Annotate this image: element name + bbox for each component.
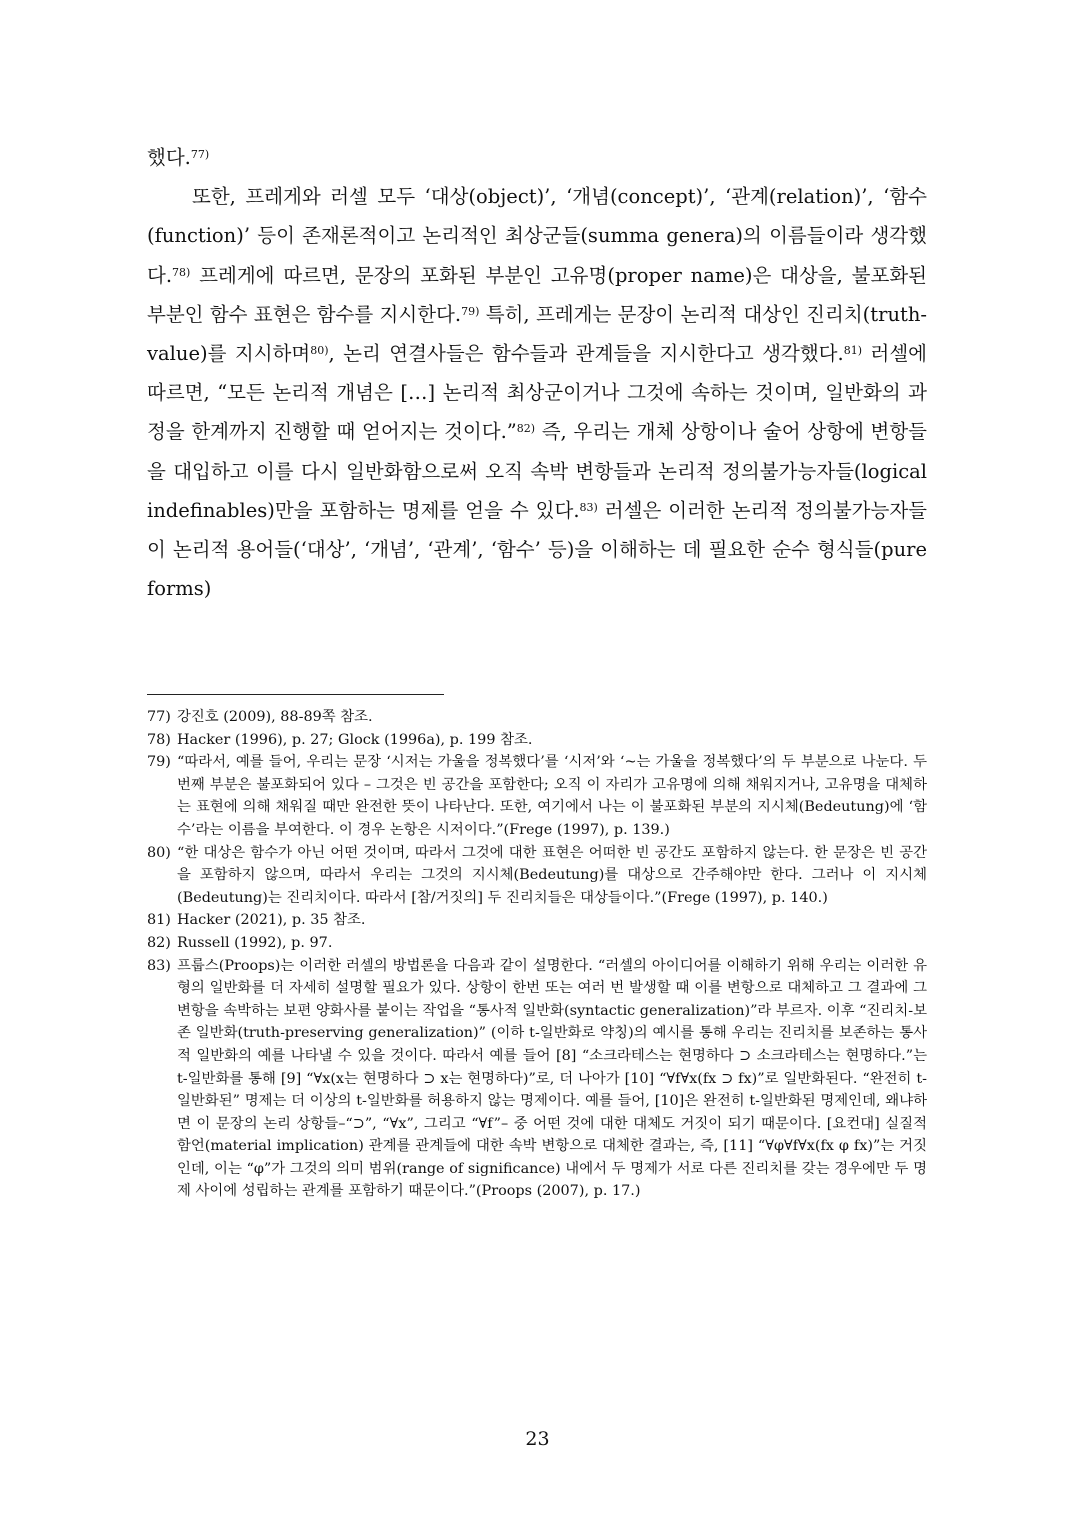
footnote-number: 81) (147, 912, 171, 929)
paragraph-1 (147, 138, 927, 177)
page-number: 23 (525, 1428, 550, 1450)
footnote-number: 83) (147, 957, 171, 974)
footnote-83 (147, 955, 927, 1204)
footnote-number: 77) (147, 709, 171, 725)
footnotes (147, 706, 927, 1203)
paragraph-1-text: 했다. (147, 146, 191, 169)
footnote-number: 78) (147, 731, 171, 748)
footnote-text: Hacker (2021), p. 35 참조. (177, 912, 366, 929)
paragraph-2-sentence-6: 즉, 우리는 개체 상항이나 술어 상항에 변항들을 대입하고 이를 다시 일반화함으로써 오직 속박 변항들과 논리적 정의불가능자들(logical indefinables)만을 포함하는 명제를 얻을 수 있다. (147, 420, 928, 522)
footnote-divider (147, 694, 444, 695)
footnote-80 (147, 842, 927, 910)
footnote-ref-79[interactable]: 79) (461, 304, 480, 318)
paragraph-2-sentence-4: , 논리 연결사들은 함수들과 관계들을 지시한다고 생각했다. (328, 342, 844, 366)
footnote-text: 프룹스(Proops)는 이러한 러셀의 방법론을 다음과 같이 설명한다. “러셀의 아이디어를 이해하기 위해 우리는 이러한 유형의 일반화를 더 자세히 설명할 필요가 있다. 상항이 한번 또는 여러 번 발생할 때 이를 변항으로 대체하고 그 결과에 그 변항을 속박하는 보편 양화사를 붙이는 작업을 “통사적 일반화(syntactic generalization)”라 부르자. 이후 “진리치-보존 일반화(truth-preserving generalization)” (이하 t-일반화로 약칭)의 예시를 통해 우리는 진리치를 보존하는 통사적 일반화의 예를 나타낼 수 있을 것이다. 따라서 예를 들어 [8] “소크라테스는 현명하다 ⊃ 소크라테스는 현명하다.”는 t-일반화를 통해 [9] “∀x(x는 현명하다 ⊃ x는 현명하다)”로, 더 나아가 [10] “∀f∀x(fx ⊃ fx)”로 일반화된다. “완전히 t-일반화된” 명제는 더 이상의 t-일반화를 허용하지 않는 명제이다. 예를 들어, [10]은 완전히 t-일반화된 명제인데, 왜냐하면 이 문장의 논리 상항들–“⊃”, “∀x”, 그리고 “∀f”– 중 어떤 것에 대한 대체도 거짓이 되기 때문이다. [요컨대] 실질적 함언(material implication) 관계를 관계들에 대한 속박 변항으로 대체한 결과는, 즉, [11] “∀φ∀f∀x(fx φ fx)”는 거짓인데, 이는 “φ”가 그것의 의미 범위(range of significance) 내에서 두 명제가 서로 다른 진리치를 갖는 경우에만 두 명제 사이에 성립하는 관계를 포함하기 때문이다.”(Proops (2007), p. 17.) (177, 957, 927, 1200)
footnote-number: 79) (147, 754, 171, 771)
footnote-text: “한 대상은 함수가 아닌 어떤 것이며, 따라서 그것에 대한 표현은 어떠한 빈 공간도 포함하지 않는다. 한 문장은 빈 공간을 포함하지 않으며, 따라서 우리는 그것의 지시체(Bedeutung)를 대상으로 간주해야만 한다. 그러나 이 지시체(Bedeutung)는 진리치이다. 따라서 [참/거짓의] 두 진리치들은 대상들이다.”(Frege (1997), p. 140.) (177, 844, 927, 906)
footnote-text: 강진호 (2009), 88-89쪽 참조. (177, 709, 373, 725)
footnote-82 (147, 932, 927, 955)
footnote-number: 80) (147, 844, 171, 861)
paragraph-2-sentence-7: 러셀은 이러한 논리적 정의불가능자들이 논리적 용어들(‘대상’, ‘개념’, ‘관계’, ‘함수’ 등)을 이해하는 데 필요한 순수 형식들(pure forms) (147, 498, 928, 601)
footnote-text: Russell (1992), p. 97. (177, 934, 333, 951)
footnote-ref-77[interactable]: 77) (190, 148, 210, 161)
paragraph-2-sentence-3: 특히, 프레게는 문장이 논리적 대상인 진리치(truth-value)를 지시하며 (147, 302, 927, 366)
footnote-ref-82[interactable]: 82) (516, 422, 536, 436)
paragraph-2-sentence-5: 러셀에 따르면, “모든 논리적 개념은 […] 논리적 최상군이거나 그것에 속하는 것이며, 일반화의 과정을 한계까지 진행할 때 얻어지는 것이다.” (147, 342, 927, 444)
paragraph-2 (147, 177, 927, 608)
footnote-79 (147, 751, 927, 841)
footnote-ref-83[interactable]: 83) (579, 500, 598, 514)
footnote-text: Hacker (1996), p. 27; Glock (1996a), p. 199 참조. (177, 731, 533, 748)
paragraph-2-sentence-1: 또한, 프레게와 러셀 모두 ‘대상(object)’, ‘개념(concept)’, ‘관계(relation)’, ‘함수(function)’ 등이 존재론적이고 논리적인 최상군들(summa genera)의 이름들이라 생각했다. (147, 185, 927, 287)
footnote-number: 82) (147, 934, 171, 951)
footnote-text: “따라서, 예를 들어, 우리는 문장 ‘시저는 가울을 정복했다’를 ‘시저’와 ‘~는 가울을 정복했다’의 두 부분으로 나눈다. 두 번째 부분은 불포화되어 있다 – 그것은 빈 공간을 포함한다; 오직 이 자리가 고유명에 의해 채워지거나, 고유명을 대체하는 표현에 의해 채워질 때만 완전한 뜻이 나타난다. 또한, 여기에서 나는 이 불포화된 부분의 지시체(Bedeutung)에 ‘함수’라는 이름을 부여한다. 이 경우 논항은 시저이다.”(Frege (1997), p. 139.) (177, 754, 927, 838)
footnote-ref-80[interactable]: 80) (310, 344, 329, 358)
footnote-77 (147, 706, 927, 729)
footnote-ref-78[interactable]: 78) (172, 265, 191, 279)
paragraph-2-sentence-2: 프레게에 따르면, 문장의 포화된 부분인 고유명(proper name)은 대상을, 불포화된 부분인 함수 표현은 함수를 지시한다. (147, 263, 927, 326)
footnote-78 (147, 729, 927, 752)
main-text (147, 138, 927, 608)
footnote-ref-81[interactable]: 81) (843, 344, 863, 358)
footnote-81 (147, 909, 927, 932)
